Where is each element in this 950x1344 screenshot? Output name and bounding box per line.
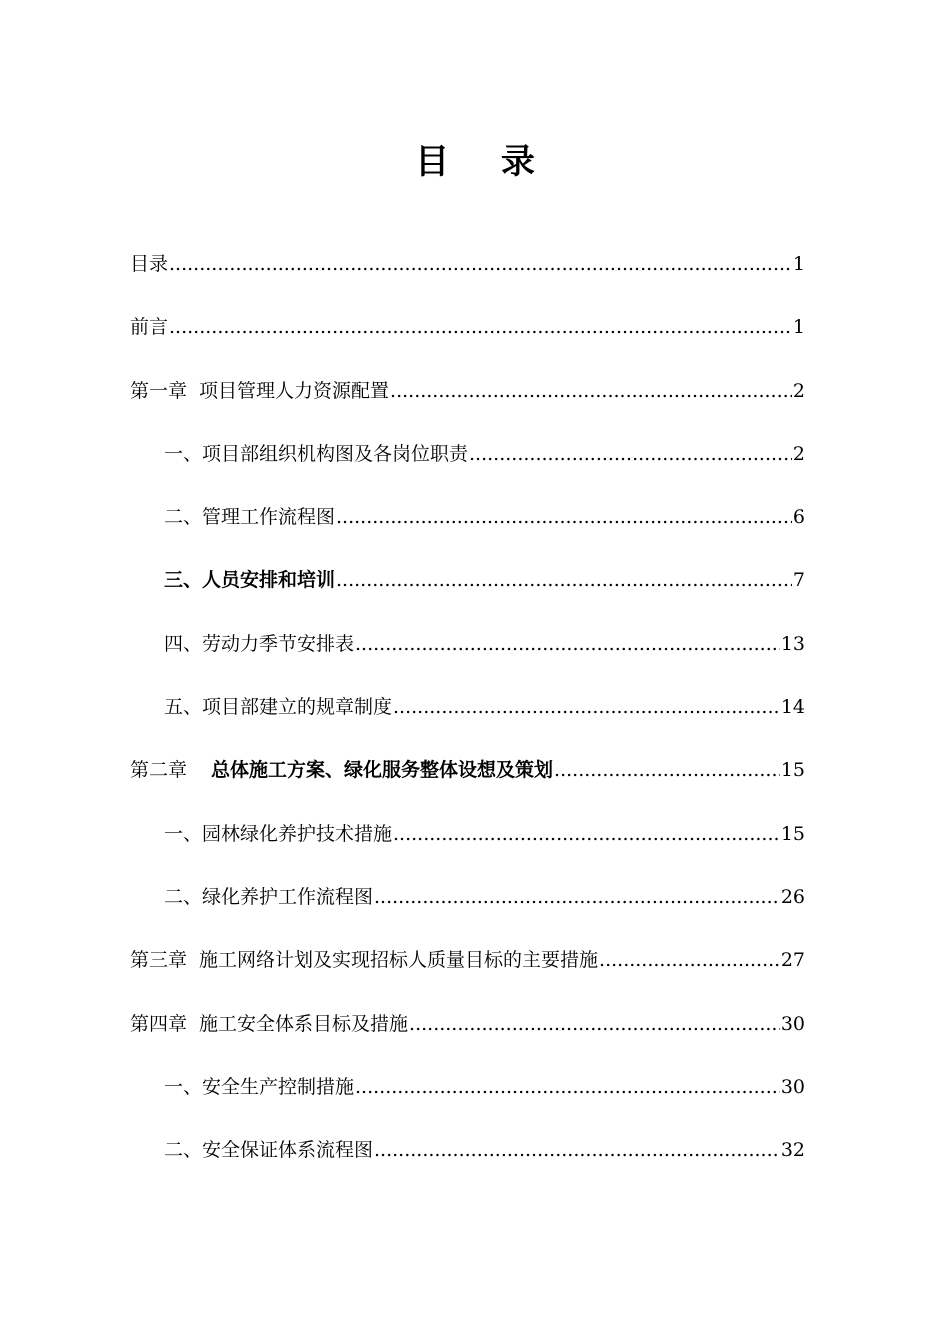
toc-entry-title: 一、园林绿化养护技术措施 [164, 822, 393, 845]
toc-entry-title: 目录 [130, 253, 169, 275]
toc-entry[interactable] [130, 875, 805, 938]
toc-entry-title [130, 938, 598, 982]
toc-leader-dots [599, 938, 780, 982]
toc-entry-title: 二、绿化养护工作流程图 [164, 885, 374, 908]
toc-leader-dots [355, 1065, 780, 1109]
toc-entry[interactable] [130, 242, 805, 305]
toc-entry[interactable] [130, 495, 805, 558]
toc-page-number: 2 [792, 442, 805, 465]
toc-entry[interactable] [130, 1002, 805, 1065]
toc-leader-dots [374, 875, 780, 919]
toc-entry[interactable] [130, 558, 805, 621]
toc-leader-dots [390, 369, 792, 413]
toc-leader-dots [554, 748, 780, 792]
toc-entry-title: 一、安全生产控制措施 [164, 1075, 355, 1098]
toc-chapter-title: 施工安全体系目标及措施 [199, 1012, 409, 1035]
toc-entry-title: 二、安全保证体系流程图 [164, 1139, 374, 1162]
toc-entry[interactable] [130, 432, 805, 495]
toc-chapter-title: 总体施工方案、绿化服务整体设想及策划 [211, 759, 554, 782]
toc-leader-dots [393, 685, 780, 729]
toc-entry-title: 三、人员安排和培训 [164, 569, 336, 592]
toc-leader-dots [374, 1128, 780, 1172]
toc-page-number: 14 [780, 696, 805, 719]
toc-page-number: 30 [780, 1012, 805, 1035]
toc-entry[interactable] [130, 622, 805, 685]
toc-entry-title: 二、管理工作流程图 [164, 506, 336, 529]
toc-entry-title [130, 748, 553, 792]
toc-page-number: 1 [792, 316, 805, 339]
toc-leader-dots [169, 242, 792, 286]
toc-entry[interactable] [130, 812, 805, 875]
toc-page-number: 26 [780, 885, 805, 908]
toc-leader-dots [169, 305, 792, 349]
toc-entry[interactable] [130, 748, 805, 811]
toc-chapter-label: 第三章 [130, 949, 188, 972]
toc-chapter-title: 施工网络计划及实现招标人质量目标的主要措施 [199, 949, 599, 972]
toc-page-number: 7 [792, 569, 805, 592]
toc-entry-title [130, 1002, 408, 1046]
toc-entry-title: 前言 [130, 316, 169, 339]
toc-chapter-label: 第二章 [130, 759, 188, 782]
page-title: 目 录 [415, 142, 555, 182]
toc-chapter-title: 项目管理人力资源配置 [199, 379, 390, 402]
toc-entry[interactable] [130, 685, 805, 748]
toc-page-number: 30 [780, 1075, 805, 1098]
toc-leader-dots [336, 495, 792, 539]
toc-page-number: 1 [792, 253, 805, 275]
toc-entry[interactable] [130, 1065, 805, 1128]
toc-entry[interactable] [130, 305, 805, 368]
toc-leader-dots [469, 432, 792, 476]
toc-page-number: 13 [780, 632, 805, 655]
toc-entry[interactable] [130, 369, 805, 432]
toc-leader-dots [355, 622, 780, 666]
toc-entry-title: 四、劳动力季节安排表 [164, 632, 355, 655]
toc-chapter-label: 第四章 [130, 1012, 188, 1035]
toc-page-number: 32 [780, 1139, 805, 1162]
toc-page-number: 27 [780, 949, 805, 972]
toc-chapter-label: 第一章 [130, 379, 188, 402]
toc-leader-dots [336, 558, 792, 602]
toc-entry-title [130, 369, 389, 413]
toc-entry[interactable] [130, 1128, 805, 1191]
toc-page-number: 6 [792, 506, 805, 529]
toc-page-number: 2 [792, 379, 805, 402]
table-of-contents [130, 242, 805, 1191]
toc-page-number: 15 [780, 822, 805, 845]
toc-leader-dots [409, 1002, 780, 1046]
toc-entry[interactable] [130, 938, 805, 1001]
toc-page-number: 15 [780, 759, 805, 782]
toc-entry-title: 五、项目部建立的规章制度 [164, 696, 393, 719]
toc-entry-title: 一、项目部组织机构图及各岗位职责 [164, 442, 469, 465]
toc-leader-dots [393, 812, 780, 856]
